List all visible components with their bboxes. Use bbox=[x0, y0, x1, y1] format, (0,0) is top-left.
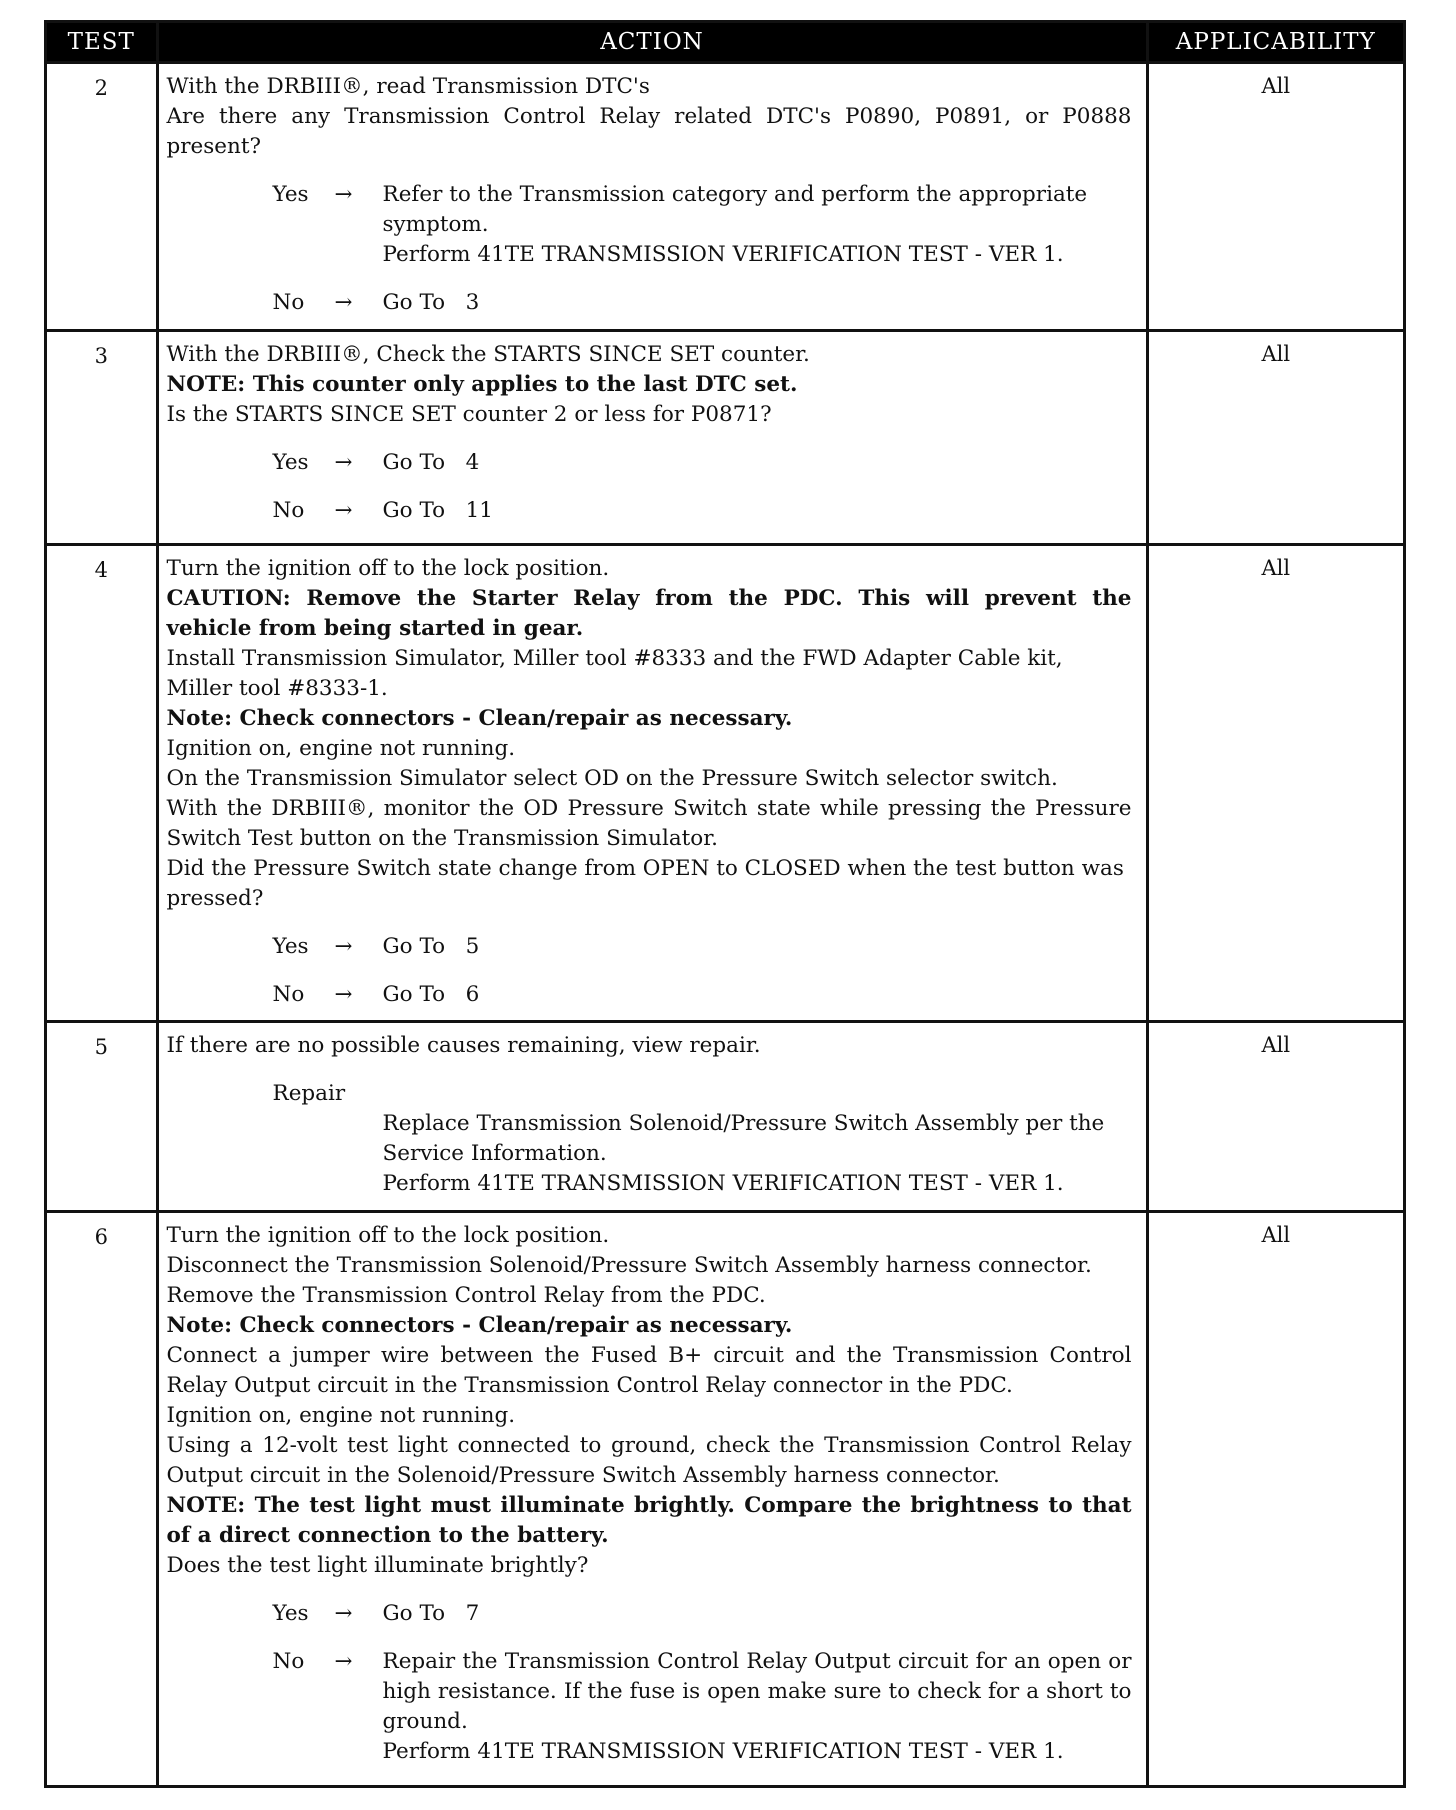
outcome-yes bbox=[167, 932, 1132, 962]
action-cell bbox=[157, 545, 1147, 1022]
outcome-yes bbox=[167, 180, 1132, 270]
yes-label: Yes bbox=[272, 182, 309, 207]
yes-result-text: Refer to the Transmission category and perform the appropriate symptom. bbox=[382, 182, 1088, 237]
yes-result-text-2: Perform 41TE TRANSMISSION VERIFICATION TEST - VER 1. bbox=[382, 242, 1064, 267]
outcome-no bbox=[167, 980, 1132, 1010]
test-number: 2 bbox=[47, 63, 157, 331]
repair-text: Replace Transmission Solenoid/Pressure Switch Assembly per the Service Information. bbox=[382, 1111, 1105, 1166]
header-action: ACTION bbox=[157, 23, 1147, 63]
action-line: Are there any Transmission Control Relay related DTC's P0890, P0891, or P0888 present? bbox=[166, 104, 1132, 159]
action-line: Connect a jumper wire between the Fused B+ circuit and the Transmission Control Relay Output circuit in the Transmission Control Relay connector in the PDC. bbox=[166, 1343, 1132, 1398]
test-number: 4 bbox=[47, 545, 157, 1022]
table-row bbox=[47, 1212, 1403, 1786]
repair-text-2: Perform 41TE TRANSMISSION VERIFICATION TEST - VER 1. bbox=[382, 1171, 1064, 1196]
table-row bbox=[47, 331, 1403, 545]
no-label: No bbox=[272, 1649, 305, 1674]
arrow-icon: → bbox=[334, 182, 353, 207]
arrow-icon: → bbox=[334, 1649, 353, 1674]
action-cell bbox=[157, 63, 1147, 331]
yes-label: Yes bbox=[272, 1601, 309, 1626]
procedure-page bbox=[44, 20, 1406, 1788]
repair-label: Repair bbox=[272, 1081, 346, 1106]
action-line: Ignition on, engine not running. bbox=[166, 1403, 516, 1428]
header-applicability: APPLICABILITY bbox=[1147, 23, 1403, 63]
test-number: 6 bbox=[47, 1212, 157, 1786]
table-row bbox=[47, 1022, 1403, 1212]
yes-result-text: Go To 7 bbox=[382, 1601, 480, 1626]
action-line: Using a 12-volt test light connected to ground, check the Transmission Control Relay Output circuit in the Solenoid/Pressure Switch Assembly harness connector. bbox=[166, 1433, 1132, 1488]
no-result bbox=[383, 1647, 1132, 1767]
no-result-text: Go To 3 bbox=[382, 290, 480, 315]
table-header-row bbox=[47, 23, 1403, 63]
no-result-text: Go To 6 bbox=[382, 982, 480, 1007]
note-line: NOTE: The test light must illuminate brightly. Compare the brightness to that of a direct connection to the battery. bbox=[166, 1493, 1132, 1548]
no-result-text: Go To 11 bbox=[382, 498, 493, 523]
no-result-text-2: Perform 41TE TRANSMISSION VERIFICATION TEST - VER 1. bbox=[382, 1739, 1064, 1764]
arrow-icon: → bbox=[334, 1601, 353, 1626]
action-line: With the DRBIII®, monitor the OD Pressure Switch state while pressing the Pressure Switch Test button on the Transmission Simulator. bbox=[166, 796, 1132, 851]
outcome-yes bbox=[167, 1599, 1132, 1629]
yes-result-text: Go To 5 bbox=[382, 934, 480, 959]
action-line: Install Transmission Simulator, Miller tool #8333 and the FWD Adapter Cable kit, Miller tool #8333-1. bbox=[166, 646, 1063, 701]
yes-label: Yes bbox=[272, 450, 309, 475]
action-line: With the DRBIII®, read Transmission DTC's bbox=[166, 74, 650, 99]
action-line: With the DRBIII®, Check the STARTS SINCE SET counter. bbox=[166, 342, 810, 367]
action-line: On the Transmission Simulator select OD on the Pressure Switch selector switch. bbox=[166, 766, 1058, 791]
arrow-icon: → bbox=[334, 498, 353, 523]
action-line: Remove the Transmission Control Relay from the PDC. bbox=[166, 1283, 766, 1308]
table-row bbox=[47, 63, 1403, 331]
outcome-no bbox=[167, 288, 1132, 318]
outcome-no bbox=[167, 1647, 1132, 1767]
note-line: Note: Check connectors - Clean/repair as necessary. bbox=[166, 1313, 793, 1338]
arrow-icon: → bbox=[334, 982, 353, 1007]
action-line: Does the test light illuminate brightly? bbox=[166, 1553, 589, 1578]
yes-result bbox=[383, 180, 1132, 270]
action-line: If there are no possible causes remaining, view repair. bbox=[166, 1033, 761, 1058]
action-line: Disconnect the Transmission Solenoid/Pressure Switch Assembly harness connector. bbox=[166, 1253, 1092, 1278]
applicability-value: All bbox=[1147, 1212, 1403, 1786]
applicability-value: All bbox=[1147, 545, 1403, 1022]
action-cell bbox=[157, 331, 1147, 545]
action-cell bbox=[157, 1212, 1147, 1786]
yes-label: Yes bbox=[272, 934, 309, 959]
applicability-value: All bbox=[1147, 1022, 1403, 1212]
action-line: Did the Pressure Switch state change from OPEN to CLOSED when the test button was pressed? bbox=[166, 856, 1124, 911]
action-line: Is the STARTS SINCE SET counter 2 or less for P0871? bbox=[166, 402, 772, 427]
no-result-text: Repair the Transmission Control Relay Output circuit for an open or high resistance. If the fuse is open make sure to check for a short to ground. bbox=[382, 1649, 1132, 1734]
caution-line: CAUTION: Remove the Starter Relay from the PDC. This will prevent the vehicle from being started in gear. bbox=[166, 586, 1132, 641]
arrow-icon: → bbox=[334, 934, 353, 959]
table-row bbox=[47, 545, 1403, 1022]
yes-result-text: Go To 4 bbox=[382, 450, 480, 475]
test-number: 3 bbox=[47, 331, 157, 545]
action-line: Turn the ignition off to the lock position. bbox=[166, 556, 610, 581]
no-label: No bbox=[272, 498, 305, 523]
arrow-icon: → bbox=[334, 450, 353, 475]
arrow-icon: → bbox=[334, 290, 353, 315]
no-label: No bbox=[272, 290, 305, 315]
applicability-value: All bbox=[1147, 63, 1403, 331]
note-line: Note: Check connectors - Clean/repair as necessary. bbox=[166, 706, 793, 731]
procedure-table bbox=[47, 23, 1403, 1785]
no-label: No bbox=[272, 982, 305, 1007]
outcome-no bbox=[167, 496, 1132, 526]
header-test: TEST bbox=[47, 23, 157, 63]
action-line: Turn the ignition off to the lock position. bbox=[166, 1223, 610, 1248]
note-line: NOTE: This counter only applies to the last DTC set. bbox=[166, 372, 798, 397]
applicability-value: All bbox=[1147, 331, 1403, 545]
action-line: Ignition on, engine not running. bbox=[166, 736, 516, 761]
test-number: 5 bbox=[47, 1022, 157, 1212]
action-cell bbox=[157, 1022, 1147, 1212]
outcome-yes bbox=[167, 448, 1132, 478]
